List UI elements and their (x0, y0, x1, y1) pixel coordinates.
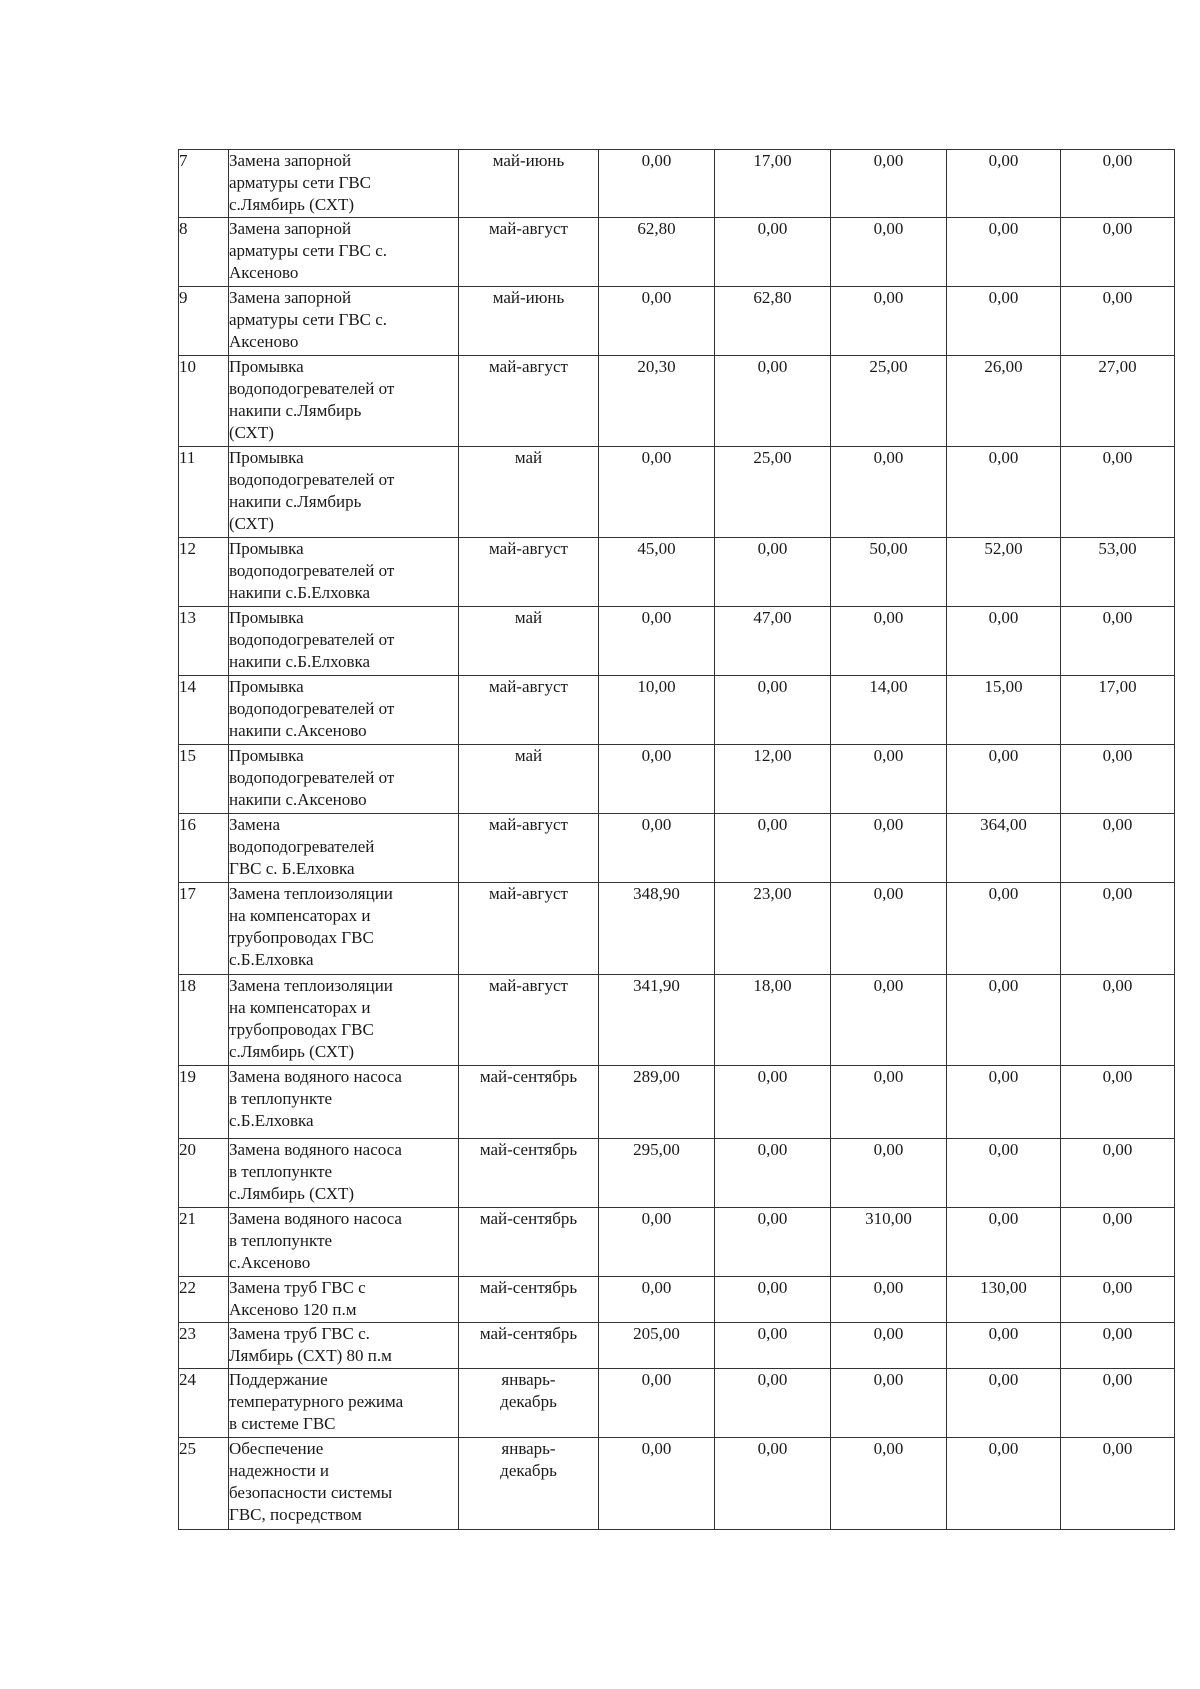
table-body (179, 150, 1175, 1530)
table-row (179, 1277, 1175, 1323)
value-cell: 0,00 (1061, 883, 1175, 975)
work-description: Замена запорной арматуры сети ГВС с. Аксеново (229, 218, 459, 287)
table-row (179, 287, 1175, 356)
work-description: Замена запорной арматуры сети ГВС с. Аксеново (229, 287, 459, 356)
work-description: Промывка водоподогревателей от накипи с.Лямбирь (СХТ) (229, 447, 459, 538)
work-period: май-июнь (459, 287, 599, 356)
value-cell: 0,00 (831, 975, 947, 1066)
value-cell: 0,00 (599, 607, 715, 676)
row-number: 21 (179, 1208, 229, 1277)
value-cell: 17,00 (715, 150, 831, 218)
work-period: май (459, 447, 599, 538)
value-cell: 348,90 (599, 883, 715, 975)
table-row (179, 607, 1175, 676)
table-row (179, 218, 1175, 287)
table-row (179, 1139, 1175, 1208)
value-cell: 0,00 (1061, 1323, 1175, 1369)
value-cell: 0,00 (599, 1208, 715, 1277)
value-cell: 0,00 (831, 1277, 947, 1323)
value-cell: 0,00 (715, 1277, 831, 1323)
table-row (179, 150, 1175, 218)
value-cell: 0,00 (1061, 218, 1175, 287)
value-cell: 0,00 (715, 218, 831, 287)
value-cell: 0,00 (831, 447, 947, 538)
works-table (178, 149, 1175, 1530)
value-cell: 53,00 (1061, 538, 1175, 607)
row-number: 19 (179, 1066, 229, 1139)
work-description: Замена теплоизоляции на компенсаторах и трубопроводах ГВС с.Б.Елховка (229, 883, 459, 975)
value-cell: 0,00 (599, 150, 715, 218)
value-cell: 0,00 (947, 1438, 1061, 1530)
work-period: январь- декабрь (459, 1438, 599, 1530)
table-row (179, 814, 1175, 883)
row-number: 23 (179, 1323, 229, 1369)
work-description: Замена водяного насоса в теплопункте с.Б.Елховка (229, 1066, 459, 1139)
work-description: Обеспечение надежности и безопасности системы ГВС, посредством (229, 1438, 459, 1530)
value-cell: 0,00 (599, 745, 715, 814)
row-number: 12 (179, 538, 229, 607)
work-period: май (459, 745, 599, 814)
table-row (179, 538, 1175, 607)
value-cell: 25,00 (831, 356, 947, 447)
document-sheet (178, 149, 1175, 1530)
value-cell: 295,00 (599, 1139, 715, 1208)
value-cell: 0,00 (947, 447, 1061, 538)
value-cell: 18,00 (715, 975, 831, 1066)
work-period: май-август (459, 676, 599, 745)
work-period: май-август (459, 975, 599, 1066)
row-number: 7 (179, 150, 229, 218)
value-cell: 364,00 (947, 814, 1061, 883)
value-cell: 0,00 (831, 218, 947, 287)
value-cell: 0,00 (831, 814, 947, 883)
value-cell: 17,00 (1061, 676, 1175, 745)
work-period: май-август (459, 814, 599, 883)
value-cell: 47,00 (715, 607, 831, 676)
work-description: Замена запорной арматуры сети ГВС с.Лямбирь (СХТ) (229, 150, 459, 218)
row-number: 25 (179, 1438, 229, 1530)
work-description: Замена труб ГВС с Аксеново 120 п.м (229, 1277, 459, 1323)
value-cell: 0,00 (1061, 745, 1175, 814)
value-cell: 0,00 (831, 1438, 947, 1530)
row-number: 8 (179, 218, 229, 287)
row-number: 15 (179, 745, 229, 814)
value-cell: 205,00 (599, 1323, 715, 1369)
value-cell: 0,00 (715, 1438, 831, 1530)
value-cell: 0,00 (715, 1369, 831, 1438)
table-row (179, 1323, 1175, 1369)
value-cell: 0,00 (599, 1369, 715, 1438)
work-description: Поддержание температурного режима в системе ГВС (229, 1369, 459, 1438)
value-cell: 0,00 (831, 1066, 947, 1139)
table-row (179, 745, 1175, 814)
work-period: май-июнь (459, 150, 599, 218)
value-cell: 0,00 (715, 1139, 831, 1208)
value-cell: 0,00 (947, 1139, 1061, 1208)
row-number: 18 (179, 975, 229, 1066)
work-description: Замена водяного насоса в теплопункте с.Аксеново (229, 1208, 459, 1277)
value-cell: 10,00 (599, 676, 715, 745)
value-cell: 0,00 (715, 356, 831, 447)
value-cell: 25,00 (715, 447, 831, 538)
row-number: 16 (179, 814, 229, 883)
value-cell: 0,00 (831, 745, 947, 814)
value-cell: 0,00 (831, 1369, 947, 1438)
row-number: 9 (179, 287, 229, 356)
value-cell: 0,00 (947, 150, 1061, 218)
value-cell: 45,00 (599, 538, 715, 607)
work-period: май-сентябрь (459, 1066, 599, 1139)
value-cell: 0,00 (715, 676, 831, 745)
work-period: май-август (459, 356, 599, 447)
value-cell: 0,00 (715, 538, 831, 607)
value-cell: 289,00 (599, 1066, 715, 1139)
value-cell: 14,00 (831, 676, 947, 745)
value-cell: 50,00 (831, 538, 947, 607)
table-row (179, 883, 1175, 975)
value-cell: 52,00 (947, 538, 1061, 607)
value-cell: 23,00 (715, 883, 831, 975)
value-cell: 0,00 (715, 1066, 831, 1139)
value-cell: 27,00 (1061, 356, 1175, 447)
work-description: Замена водоподогревателей ГВС с. Б.Елховка (229, 814, 459, 883)
value-cell: 0,00 (599, 1277, 715, 1323)
table-row (179, 676, 1175, 745)
value-cell: 341,90 (599, 975, 715, 1066)
value-cell: 0,00 (947, 287, 1061, 356)
work-period: май-август (459, 883, 599, 975)
value-cell: 0,00 (1061, 1277, 1175, 1323)
value-cell: 0,00 (1061, 1208, 1175, 1277)
value-cell: 0,00 (1061, 447, 1175, 538)
value-cell: 0,00 (831, 883, 947, 975)
value-cell: 0,00 (1061, 1139, 1175, 1208)
value-cell: 310,00 (831, 1208, 947, 1277)
value-cell: 0,00 (715, 814, 831, 883)
value-cell: 0,00 (599, 287, 715, 356)
work-period: май-август (459, 218, 599, 287)
row-number: 24 (179, 1369, 229, 1438)
value-cell: 12,00 (715, 745, 831, 814)
value-cell: 0,00 (947, 883, 1061, 975)
value-cell: 0,00 (831, 287, 947, 356)
work-description: Промывка водоподогревателей от накипи с.Аксеново (229, 745, 459, 814)
work-period: май-сентябрь (459, 1139, 599, 1208)
value-cell: 0,00 (1061, 1369, 1175, 1438)
work-period: май (459, 607, 599, 676)
value-cell: 0,00 (1061, 607, 1175, 676)
work-description: Замена теплоизоляции на компенсаторах и трубопроводах ГВС с.Лямбирь (СХТ) (229, 975, 459, 1066)
value-cell: 0,00 (831, 150, 947, 218)
work-period: май-сентябрь (459, 1208, 599, 1277)
value-cell: 0,00 (831, 1139, 947, 1208)
value-cell: 62,80 (715, 287, 831, 356)
value-cell: 15,00 (947, 676, 1061, 745)
table-row (179, 975, 1175, 1066)
value-cell: 0,00 (1061, 287, 1175, 356)
value-cell: 0,00 (715, 1208, 831, 1277)
row-number: 17 (179, 883, 229, 975)
row-number: 10 (179, 356, 229, 447)
value-cell: 62,80 (599, 218, 715, 287)
row-number: 20 (179, 1139, 229, 1208)
value-cell: 0,00 (947, 1208, 1061, 1277)
work-period: май-август (459, 538, 599, 607)
value-cell: 0,00 (599, 447, 715, 538)
value-cell: 0,00 (831, 1323, 947, 1369)
work-description: Замена труб ГВС с. Лямбирь (СХТ) 80 п.м (229, 1323, 459, 1369)
table-row (179, 1208, 1175, 1277)
value-cell: 0,00 (947, 218, 1061, 287)
row-number: 14 (179, 676, 229, 745)
value-cell: 0,00 (1061, 975, 1175, 1066)
work-description: Промывка водоподогревателей от накипи с.Лямбирь (СХТ) (229, 356, 459, 447)
value-cell: 0,00 (947, 1323, 1061, 1369)
table-row (179, 1438, 1175, 1530)
value-cell: 0,00 (947, 1369, 1061, 1438)
value-cell: 0,00 (1061, 814, 1175, 883)
value-cell: 0,00 (831, 607, 947, 676)
value-cell: 0,00 (947, 607, 1061, 676)
table-row (179, 1369, 1175, 1438)
value-cell: 0,00 (1061, 1066, 1175, 1139)
work-description: Промывка водоподогревателей от накипи с.Б.Елховка (229, 607, 459, 676)
table-row (179, 447, 1175, 538)
value-cell: 0,00 (1061, 1438, 1175, 1530)
work-description: Промывка водоподогревателей от накипи с.Б.Елховка (229, 538, 459, 607)
work-period: май-сентябрь (459, 1323, 599, 1369)
value-cell: 0,00 (947, 1066, 1061, 1139)
work-description: Замена водяного насоса в теплопункте с.Лямбирь (СХТ) (229, 1139, 459, 1208)
row-number: 11 (179, 447, 229, 538)
value-cell: 0,00 (947, 745, 1061, 814)
work-description: Промывка водоподогревателей от накипи с.Аксеново (229, 676, 459, 745)
value-cell: 0,00 (599, 814, 715, 883)
value-cell: 20,30 (599, 356, 715, 447)
value-cell: 26,00 (947, 356, 1061, 447)
row-number: 22 (179, 1277, 229, 1323)
value-cell: 130,00 (947, 1277, 1061, 1323)
value-cell: 0,00 (1061, 150, 1175, 218)
table-row (179, 356, 1175, 447)
row-number: 13 (179, 607, 229, 676)
work-period: май-сентябрь (459, 1277, 599, 1323)
value-cell: 0,00 (599, 1438, 715, 1530)
work-period: январь- декабрь (459, 1369, 599, 1438)
table-row (179, 1066, 1175, 1139)
value-cell: 0,00 (947, 975, 1061, 1066)
value-cell: 0,00 (715, 1323, 831, 1369)
